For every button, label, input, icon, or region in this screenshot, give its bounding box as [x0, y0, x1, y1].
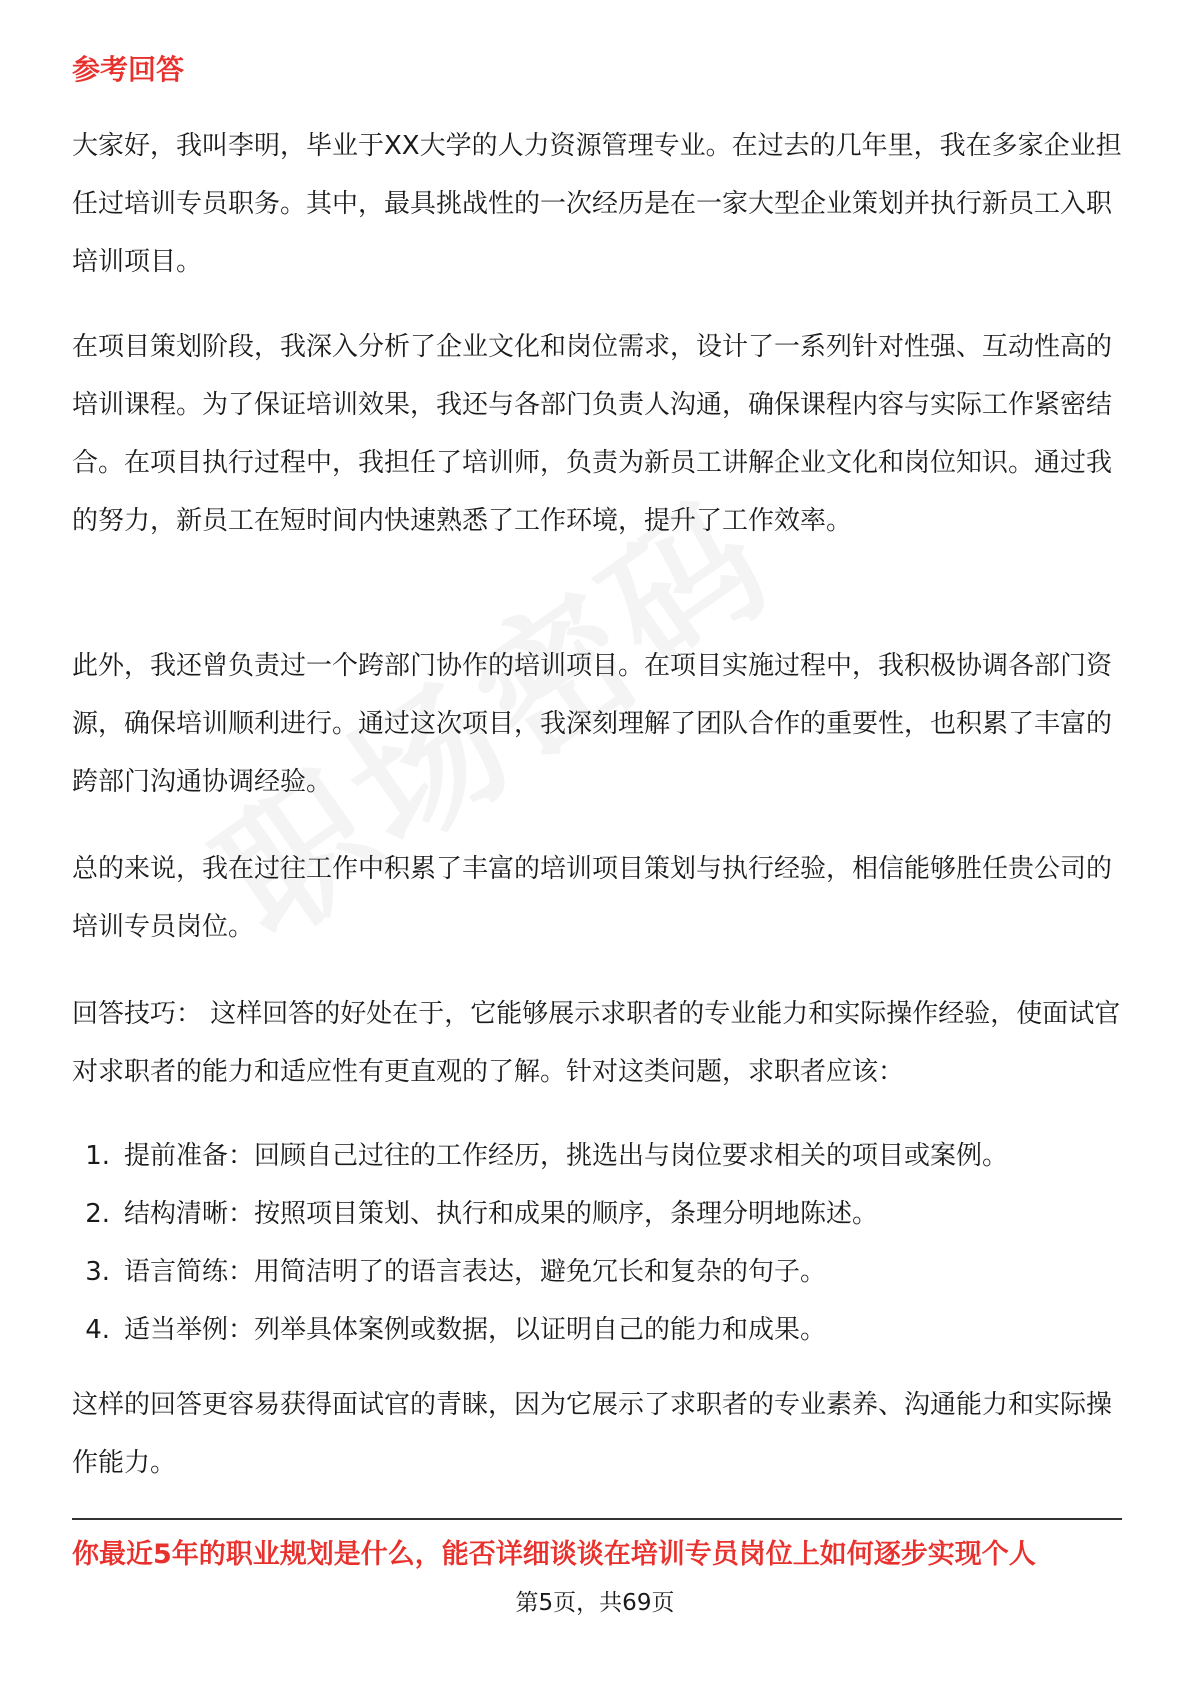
section-title: 参考回答: [72, 53, 185, 86]
list-item-number: 2.: [85, 1199, 110, 1229]
answer-tips-intro: 回答技巧： 这样回答的好处在于，它能够展示求职者的专业能力和实际操作经验，使面试官对求职者的能力和适应性有更直观的了解。针对这类问题，求职者应该：: [72, 999, 1121, 1087]
answer-paragraph-planning: 在项目策划阶段，我深入分析了企业文化和岗位需求，设计了一系列针对性强、互动性高的培训课程。为了保证培训效果，我还与各部门负责人沟通，确保课程内容与实际工作紧密结合。在项目执行过程中，我担任了培训师，负责为新员工讲解企业文化和岗位知识。通过我的努力，新员工在短时间内快速熟悉了工作环境，提升了工作效率。: [72, 332, 1113, 536]
list-item: [72, 1185, 1122, 1243]
list-item-text: 提前准备：回顾自己过往的工作经历，挑选出与岗位要求相关的项目或案例。: [124, 1141, 1009, 1171]
list-item-number: 3.: [85, 1257, 110, 1287]
page-number: 第5页，共69页: [515, 1590, 675, 1616]
list-item: [72, 1243, 1122, 1301]
tips-list: [72, 1127, 1122, 1359]
list-item: [72, 1301, 1122, 1359]
answer-paragraph-cross-department: 此外，我还曾负责过一个跨部门协作的培训项目。在项目实施过程中，我积极协调各部门资源，确保培训顺利进行。通过这次项目，我深刻理解了团队合作的重要性，也积累了丰富的跨部门沟通协调经验。: [72, 651, 1113, 797]
list-item-number: 4.: [85, 1315, 110, 1345]
section-divider: [72, 1518, 1122, 1520]
list-item-text: 结构清晰：按照项目策划、执行和成果的顺序，条理分明地陈述。: [124, 1199, 879, 1229]
list-item: [72, 1127, 1122, 1185]
closing-paragraph: 这样的回答更容易获得面试官的青睐，因为它展示了求职者的专业素养、沟通能力和实际操作能力。: [72, 1390, 1113, 1478]
answer-paragraph-intro: 大家好，我叫李明，毕业于XX大学的人力资源管理专业。在过去的几年里，我在多家企业担任过培训专员职务。其中，最具挑战性的一次经历是在一家大型企业策划并执行新员工入职培训项目。: [72, 131, 1122, 277]
list-item-number: 1.: [85, 1141, 110, 1171]
next-question-heading: 你最近5年的职业规划是什么，能否详细谈谈在培训专员岗位上如何逐步实现个人: [72, 1539, 1036, 1570]
list-item-text: 适当举例：列举具体案例或数据，以证明自己的能力和成果。: [124, 1315, 827, 1345]
list-item-text: 语言简练：用简洁明了的语言表达，避免冗长和复杂的句子。: [124, 1257, 827, 1287]
answer-paragraph-summary: 总的来说，我在过往工作中积累了丰富的培训项目策划与执行经验，相信能够胜任贵公司的培训专员岗位。: [72, 854, 1113, 942]
